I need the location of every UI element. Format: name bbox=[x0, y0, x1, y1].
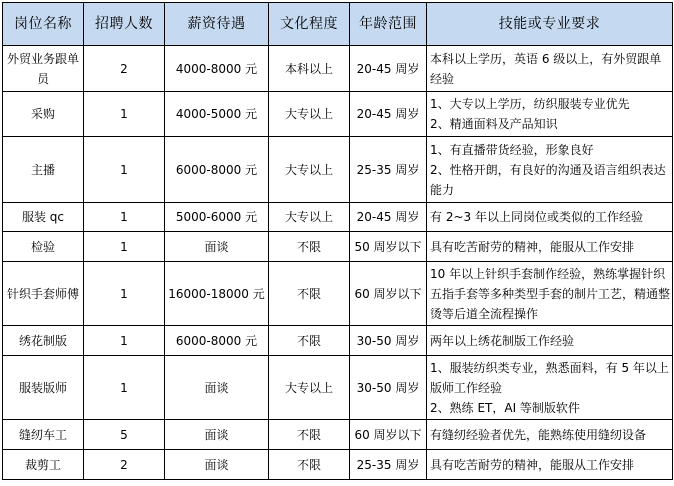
job-education-cell: 大专以上 bbox=[269, 137, 350, 203]
job-skills-cell bbox=[427, 356, 673, 420]
table-row bbox=[3, 262, 673, 326]
job-age-cell: 20-45 周岁 bbox=[350, 203, 427, 232]
job-skills-cell bbox=[427, 137, 673, 203]
table-row bbox=[3, 420, 673, 450]
job-count-cell: 1 bbox=[84, 232, 165, 262]
table-row bbox=[3, 203, 673, 232]
table-row bbox=[3, 450, 673, 480]
job-salary-cell: 6000-8000 元 bbox=[165, 326, 269, 356]
job-salary-cell: 面谈 bbox=[165, 356, 269, 420]
job-count-cell: 1 bbox=[84, 92, 165, 137]
header-age: 年龄范围 bbox=[350, 3, 427, 46]
skill-line: 两年以上绣花制版工作经验 bbox=[430, 333, 575, 348]
job-position-cell: 针织手套师傅 bbox=[3, 262, 84, 326]
job-count-cell: 1 bbox=[84, 356, 165, 420]
job-count-cell: 1 bbox=[84, 326, 165, 356]
header-row bbox=[3, 3, 673, 46]
job-count-cell: 1 bbox=[84, 203, 165, 232]
job-position-cell: 服装版师 bbox=[3, 356, 84, 420]
job-age-cell: 20-45 周岁 bbox=[350, 46, 427, 92]
job-position-cell: 检验 bbox=[3, 232, 84, 262]
job-salary-cell: 面谈 bbox=[165, 232, 269, 262]
job-position-cell: 缝纫车工 bbox=[3, 420, 84, 450]
table-row bbox=[3, 232, 673, 262]
job-age-cell: 30-50 周岁 bbox=[350, 326, 427, 356]
job-skills-cell bbox=[427, 92, 673, 137]
job-count-cell: 2 bbox=[84, 46, 165, 92]
job-position-cell: 采购 bbox=[3, 92, 84, 137]
job-salary-cell: 6000-8000 元 bbox=[165, 137, 269, 203]
skill-line: 有 2~3 年以上同岗位或类似的工作经验 bbox=[430, 210, 643, 224]
table-row bbox=[3, 92, 673, 137]
job-age-cell: 30-50 周岁 bbox=[350, 356, 427, 420]
skill-line: 1、有直播带货经验，形象良好 bbox=[430, 142, 594, 157]
job-education-cell: 大专以上 bbox=[269, 92, 350, 137]
recruitment-table bbox=[2, 2, 673, 480]
job-education-cell: 不限 bbox=[269, 262, 350, 326]
job-age-cell: 20-45 周岁 bbox=[350, 92, 427, 137]
job-skills-cell bbox=[427, 450, 673, 480]
table-row bbox=[3, 326, 673, 356]
skill-line: 1、服装纺织类专业，熟悉面料，有 5 年以上版师工作经验 bbox=[430, 360, 669, 395]
job-position-cell: 绣花制版 bbox=[3, 326, 84, 356]
job-salary-cell: 5000-6000 元 bbox=[165, 203, 269, 232]
job-skills-cell bbox=[427, 46, 673, 92]
header-count: 招聘人数 bbox=[84, 3, 165, 46]
job-salary-cell: 16000-18000 元 bbox=[165, 262, 269, 326]
job-education-cell: 大专以上 bbox=[269, 203, 350, 232]
job-skills-cell bbox=[427, 262, 673, 326]
skill-line: 2、熟练 ET，AI 等制版软件 bbox=[430, 400, 580, 415]
job-salary-cell: 面谈 bbox=[165, 450, 269, 480]
job-education-cell: 本科以上 bbox=[269, 46, 350, 92]
job-skills-cell bbox=[427, 232, 673, 262]
job-position-cell: 主播 bbox=[3, 137, 84, 203]
job-age-cell: 25-35 周岁 bbox=[350, 137, 427, 203]
skill-line: 本科以上学历，英语 6 级以上，有外贸跟单经验 bbox=[430, 51, 662, 86]
job-count-cell: 2 bbox=[84, 450, 165, 480]
job-count-cell: 5 bbox=[84, 420, 165, 450]
skill-line: 2、精通面料及产品知识 bbox=[430, 117, 558, 131]
job-salary-cell: 4000-5000 元 bbox=[165, 92, 269, 137]
job-age-cell: 60 周岁以下 bbox=[350, 420, 427, 450]
skill-line: 1、大专以上学历，纺织服装专业优先 bbox=[430, 97, 630, 111]
job-education-cell: 不限 bbox=[269, 232, 350, 262]
job-skills-cell bbox=[427, 326, 673, 356]
header-salary: 薪资待遇 bbox=[165, 3, 269, 46]
job-education-cell: 不限 bbox=[269, 450, 350, 480]
job-position-cell: 裁剪工 bbox=[3, 450, 84, 480]
header-skills: 技能或专业要求 bbox=[427, 3, 673, 46]
skill-line: 2、性格开朗，有良好的沟通及语言组织表达能力 bbox=[430, 162, 666, 197]
job-skills-cell bbox=[427, 203, 673, 232]
job-salary-cell: 面谈 bbox=[165, 420, 269, 450]
job-count-cell: 1 bbox=[84, 137, 165, 203]
skill-line: 具有吃苦耐劳的精神，能服从工作安排 bbox=[430, 239, 635, 254]
table-row bbox=[3, 356, 673, 420]
job-age-cell: 60 周岁以下 bbox=[350, 262, 427, 326]
header-education: 文化程度 bbox=[269, 3, 350, 46]
header-position: 岗位名称 bbox=[3, 3, 84, 46]
job-skills-cell bbox=[427, 420, 673, 450]
skill-line: 有缝纫经验者优先，能熟练使用缝纫设备 bbox=[430, 427, 647, 442]
job-education-cell: 不限 bbox=[269, 420, 350, 450]
job-salary-cell: 4000-8000 元 bbox=[165, 46, 269, 92]
job-age-cell: 25-35 周岁 bbox=[350, 450, 427, 480]
skill-line: 10 年以上针织手套制作经验，熟练掌握针织五指手套等多种类型手套的制片工艺，精通整烫等后道全流程操作 bbox=[430, 266, 671, 321]
job-count-cell: 1 bbox=[84, 262, 165, 326]
skill-line: 具有吃苦耐劳的精神，能服从工作安排 bbox=[430, 457, 635, 472]
job-education-cell: 不限 bbox=[269, 326, 350, 356]
table-row bbox=[3, 137, 673, 203]
job-age-cell: 50 周岁以下 bbox=[350, 232, 427, 262]
table-row bbox=[3, 46, 673, 92]
job-position-cell: 外贸业务跟单员 bbox=[3, 46, 84, 92]
job-education-cell: 大专以上 bbox=[269, 356, 350, 420]
job-position-cell: 服装 qc bbox=[3, 203, 84, 232]
